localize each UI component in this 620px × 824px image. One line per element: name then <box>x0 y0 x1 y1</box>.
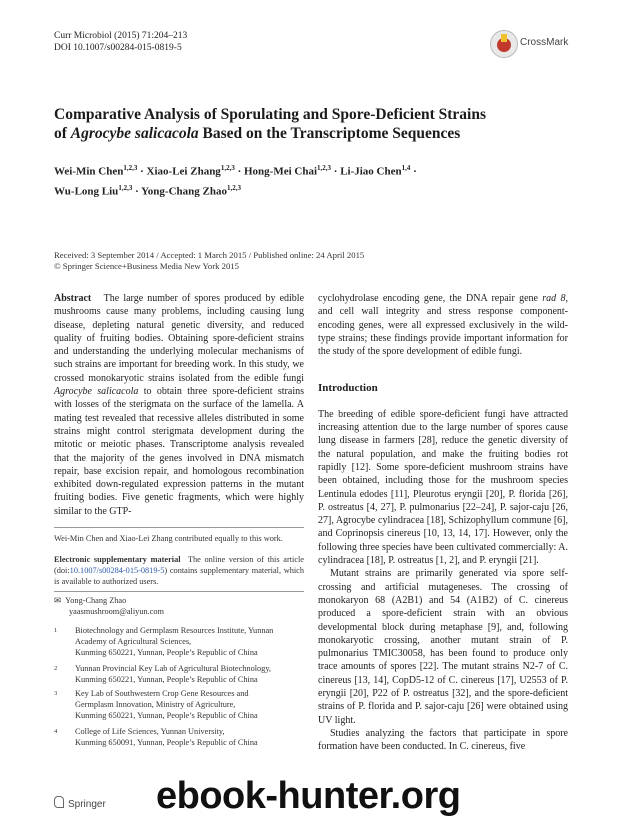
affiliation: 4 College of Life Sciences, Yunnan University, Kunming 650091, Yunnan, People’s Republic of China <box>54 727 258 747</box>
abstract <box>54 292 304 518</box>
equal-contribution-note: Wei-Min Chen and Xiao-Lei Zhang contributed equally to this work. <box>54 534 283 543</box>
author-list <box>54 160 574 199</box>
journal-citation: Curr Microbiol (2015) 71:204–213 <box>54 31 188 41</box>
title-species: Agrocybe salicacola <box>70 125 199 142</box>
author-name[interactable]: Wei-Min Chen <box>54 165 124 178</box>
title-line-1: Comparative Analysis of Sporulating and Spore-Deficient Strains <box>54 106 487 123</box>
abstract-continuation: cyclohydrolase encoding gene, the DNA repair gene rad 8, and cell wall integrity and stress response component-encoding genes, were all expressed exclusively in the wild-type strains; these findings provide important information for the study of the spore development of edible fungi. <box>318 293 568 358</box>
supplementary-doi-link[interactable]: 10.1007/s00284-015-0819-5 <box>69 565 165 575</box>
title-line-2: of Agrocybe salicacola Based on the Transcriptome Sequences <box>54 125 461 142</box>
author-name[interactable]: Wu-Long Liu <box>54 185 119 198</box>
abstract-label: Abstract <box>54 293 92 304</box>
introduction-heading: Introduction <box>318 382 378 395</box>
author-line-1: Wei-Min Chen$^{1,2,3}$ · Xiao-Lei Zhang$^{1,2,3}$ · Hong-Mei Chai$^{1,2,3}$ · Li-Jiao Chen$^{1,4}$ · <box>54 164 417 178</box>
springer-horse-icon <box>54 796 64 808</box>
abstract-paragraph: Abstract The large number of spores produced by edible mushrooms cause many problems, including causing lung disease, depleting natural genetic diversity, and reduced quality of fruiting bodies. Obtaining spore-deficient strains and understanding the underlying molecular mechanisms of such strains are important for breeding work. In this study, we crossed monokaryotic strains isolated from the edible fungi Agrocybe salicacola to obtain three spore-deficient strains with losses of the sterigmata on the surface of the lamella. A mating test revealed that recessive alleles distributed in some strains might control sterigmata development during the mitotic or meiotic phases. Transcriptome analysis revealed that the majority of the genes involved in DNA mismatch repair, base excision repair, and homologous recombination exhibited down-regulated expression patterns in the mutant fruiting bodies. Five genetic fragments, which were highly similar to the GTP- <box>54 293 305 517</box>
article-doi[interactable]: DOI 10.1007/s00284-015-0819-5 <box>54 43 182 53</box>
envelope-icon: ✉ <box>54 596 61 605</box>
author-name[interactable]: Xiao-Lei Zhang <box>146 165 221 178</box>
affiliation: 1 Biotechnology and Germplasm Resources Institute, Yunnan Academy of Agricultural Sciences, Kunming 650221, Yunnan, People’s Republic of China <box>54 626 274 657</box>
intro-paragraph-3: Studies analyzing the factors that participate in spore formation have been conducted. In C. cinereus, five <box>318 727 568 753</box>
author-name[interactable]: Hong-Mei Chai <box>243 165 318 178</box>
affiliation: 3 Key Lab of Southwestern Crop Gene Resources and Germplasm Innovation, Ministry of Agriculture, Kunming 650221, Yunnan, People’s Republic of China <box>54 689 258 720</box>
crossmark-badge[interactable] <box>490 28 570 62</box>
corresponding-author <box>54 596 304 618</box>
contact-email[interactable]: yaasmushroom@aliyun.com <box>69 606 164 616</box>
right-column <box>318 292 568 754</box>
article-title <box>54 105 574 143</box>
author-line-2: Wu-Long Liu$^{1,2,3}$ · Yong-Chang Zhao$^{1,2,3}$ <box>54 183 241 198</box>
history-dates: Received: 3 September 2014 / Accepted: 1 March 2015 / Published online: 24 April 2015 <box>54 250 365 260</box>
publisher-logo: Springer <box>54 796 106 810</box>
contact-divider <box>54 591 304 592</box>
author-name[interactable]: Yong-Chang Zhao <box>141 185 227 198</box>
author-name[interactable]: Li-Jiao Chen <box>340 165 402 178</box>
affiliation: 2 Yunnan Provincial Key Lab of Agricultural Biotechnology, Kunming 650221, Yunnan, People’s Republic of China <box>54 664 272 684</box>
copyright: © Springer Science+Business Media New York 2015 <box>54 261 239 271</box>
contact-name: Yong-Chang Zhao <box>65 596 127 605</box>
crossmark-label: CrossMark <box>520 37 569 48</box>
crossmark-icon <box>490 30 518 58</box>
intro-paragraph-2: Mutant strains are primarily generated via spore self-crossing and artificial mutageneses. The crossing of monokaryon 68 (A2B1) and 54 (A1B2) of C. cinereus produced a spore-deficient strain with an obvious developmental block during metaphase [9], and, following monokaryotic crossing, another mutant strain of P. pulmonarius TMIC30058, has been found to produce only trace amounts of spores [22]. The mutant strains N2-7 of C. cinereus [13, 14], CopD5-12 of C. cinereus [17], U2553 of P. eryngii [20], P22 of P. ostreatus [32], and the spore-deficient strains of P. florida and P. sajor-caju [26] were obtained using UV light. <box>318 568 568 726</box>
journal-header <box>54 30 187 54</box>
publication-dates <box>54 250 574 272</box>
footnote-divider <box>54 527 304 528</box>
intro-paragraph-1: The breeding of edible spore-deficient fungi have attracted increasing attention due to the large number of spores cause lung disease in farmers [28], reduce the genetic diversity of the natural population, and make the fruiting bodies rot rapidly [12]. Some spore-deficient mushroom strains have been obtained, including those for the mushroom species Lentinula edodes [11], Pleurotus eryngii [20], P. florida [26], P. ostreatus [4, 27], P. pulmonarius [22–24], P. sajor-caju [26, 27], Agrocybe cylindracea [18], Schizophyllum commune [6], and Coprinopsis cinereus [10, 13, 14, 17]. However, only the following three species have been cultivated commercially: A. cylindracea [18], P. ostreatus [1, 2], and P. eryngii [21]. <box>318 408 568 567</box>
watermark: ebook-hunter.org <box>156 775 461 817</box>
supplementary-note: Electronic supplementary material The online version of this article (doi:10.1007/s00284-015-0819-5) contains supplementary material, which is available to authorized users. <box>54 555 304 586</box>
